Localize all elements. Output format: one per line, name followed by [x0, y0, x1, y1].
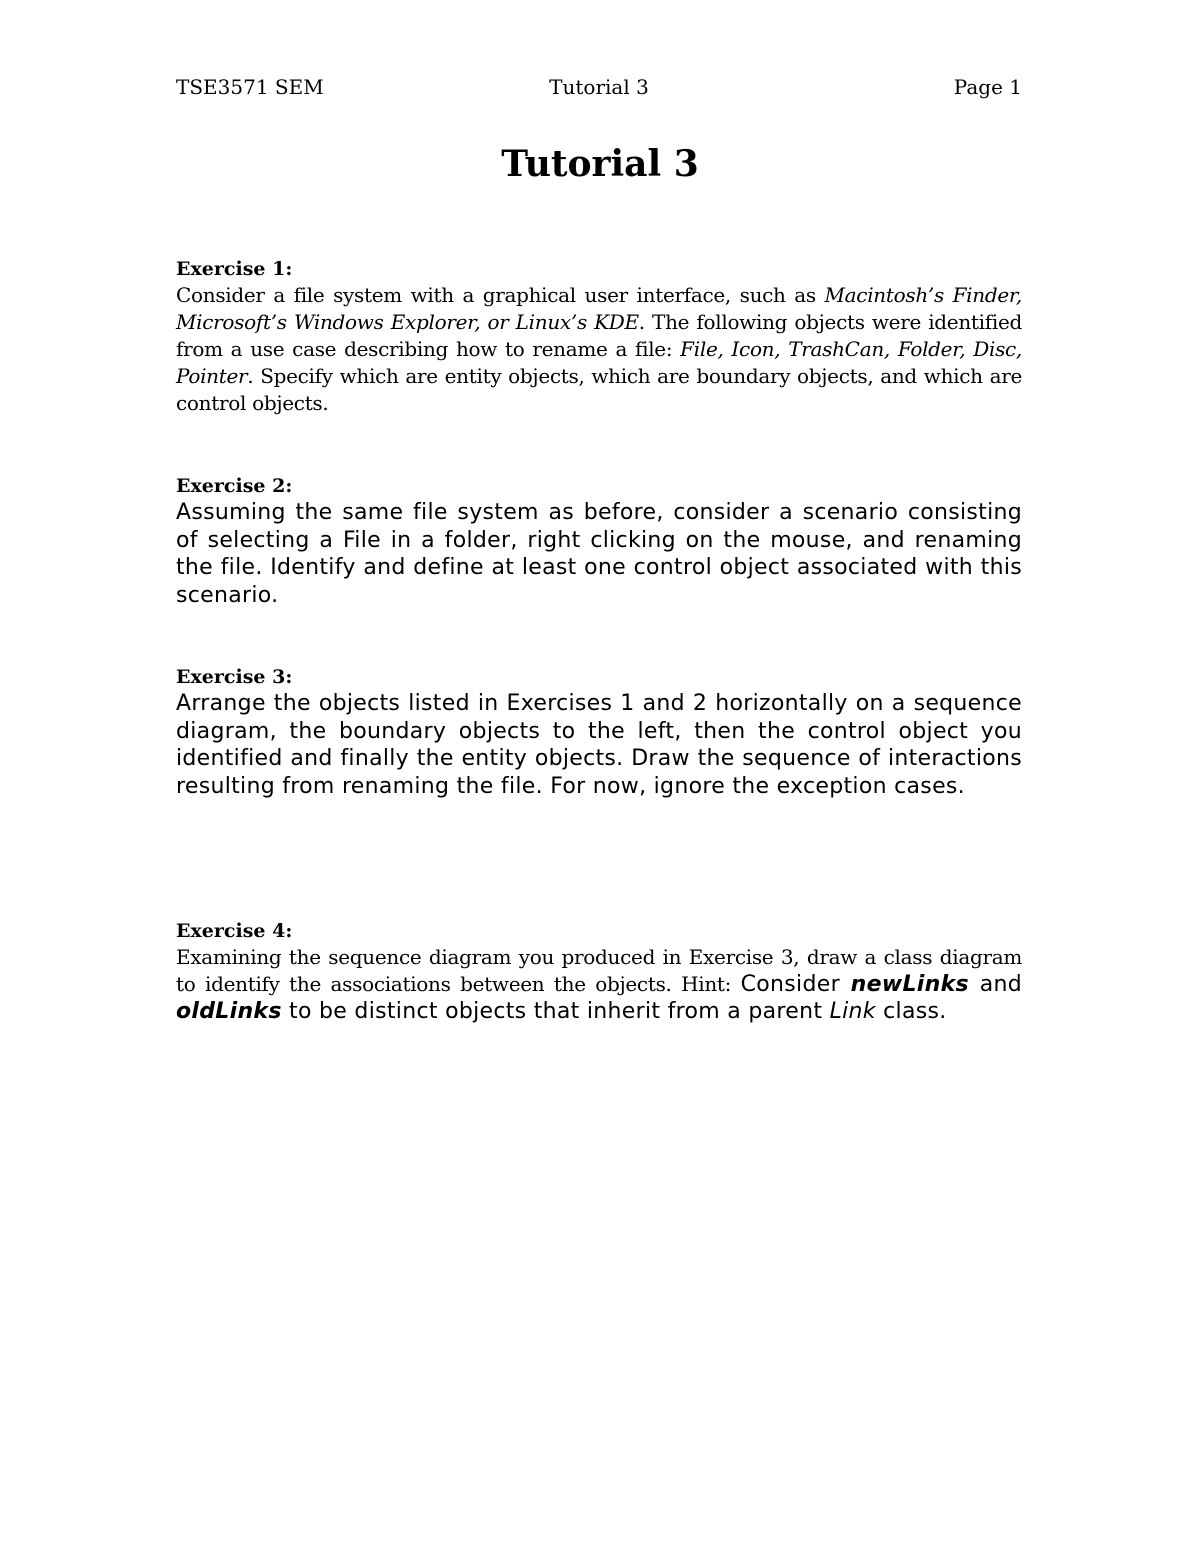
- exercise-2-heading: Exercise 2:: [176, 475, 293, 497]
- exercise-1-gui-examples: Macintosh’s Finder, Microsoft’s Windows Explorer, or Linux’s KDE: [176, 283, 1022, 334]
- exercise-4-oldlinks: oldLinks: [176, 999, 282, 1024]
- exercise-1-heading: Exercise 1:: [176, 258, 293, 280]
- exercise-4-link-class: Link: [829, 999, 876, 1024]
- exercise-1-text: [176, 282, 1022, 417]
- exercise-4-text: [176, 944, 1022, 1025]
- exercise-4-hint-part: and: [968, 972, 1022, 997]
- exercise-3-text: Arrange the objects listed in Exercises 1 and 2 horizontally on a sequence diagram, the boundary objects to the left, then the control object you identified and finally the entity objects. Draw the sequence of interactions resulting from renaming the file. For now, ignore the exception cases.: [176, 691, 1022, 799]
- exercise-1: [176, 256, 1022, 417]
- exercise-4-newlinks: newLinks: [850, 972, 969, 997]
- page-header: [176, 74, 1022, 104]
- exercise-1-text-part: . The following objects were identified from a use case describing how to rename a file:: [176, 310, 1022, 361]
- exercise-4-hint-part: to be distinct objects that inherit from a parent: [281, 999, 830, 1024]
- exercise-1-text-part: Consider a file system with a graphical user interface, such as: [176, 283, 825, 307]
- header-course-code: TSE3571 SEM: [176, 75, 324, 99]
- exercise-4-heading: Exercise 4:: [176, 920, 293, 942]
- exercise-2-text: Assuming the same file system as before, consider a scenario consisting of selecting a File in a folder, right clicking on the mouse, and renaming the file. Identify and define at least one control object associated with this scenario.: [176, 500, 1022, 608]
- exercise-2: [176, 473, 1022, 609]
- exercise-4-hint-part: Consider: [740, 972, 851, 997]
- exercise-1-object-list: File, Icon, TrashCan, Folder, Disc, Pointer: [176, 337, 1022, 388]
- page-title: Tutorial 3: [501, 143, 699, 185]
- exercise-4: [176, 918, 1022, 1025]
- header-tutorial-label: Tutorial 3: [549, 75, 649, 99]
- exercise-4-hint-part: class.: [875, 999, 947, 1024]
- exercise-4-text-part: Examining the sequence diagram you produced in Exercise 3, draw a class diagram to identify the associations between the objects. Hint:: [176, 945, 1022, 996]
- exercise-1-text-part: . Specify which are entity objects, which are boundary objects, and which are control objects.: [176, 364, 1022, 415]
- header-page-number: Page 1: [953, 75, 1022, 99]
- exercise-3: [176, 664, 1022, 800]
- exercise-3-heading: Exercise 3:: [176, 666, 293, 688]
